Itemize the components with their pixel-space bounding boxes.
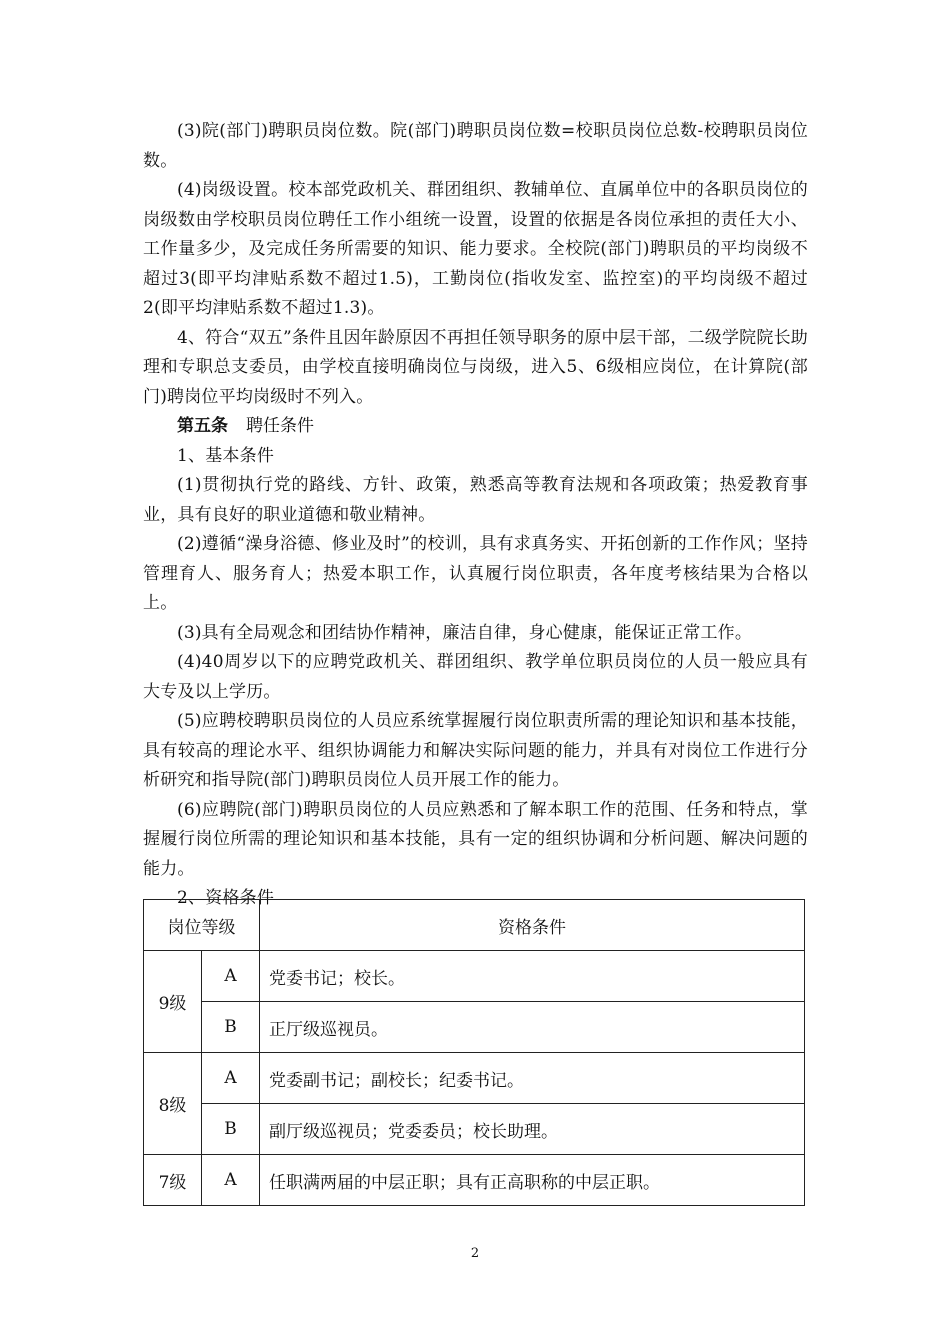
sub-grade-cell: B — [202, 1104, 260, 1155]
article-5-subtitle: 聘任条件 — [246, 416, 314, 436]
condition-cell: 党委副书记；副校长；纪委书记。 — [260, 1053, 805, 1104]
grade-cell: 9级 — [144, 951, 202, 1053]
basic-condition-4: (4)40周岁以下的应聘党政机关、群团组织、教学单位职员岗位的人员一般应具有大专及以上学历。 — [143, 652, 808, 702]
grade-cell: 7级 — [144, 1155, 202, 1206]
condition-cell: 正厅级巡视员。 — [260, 1002, 805, 1053]
sub-grade-cell: B — [202, 1002, 260, 1053]
header-conditions: 资格条件 — [260, 900, 805, 951]
grade-cell: 8级 — [144, 1053, 202, 1155]
table-row — [144, 1155, 805, 1206]
basic-condition-1: (1)贯彻执行党的路线、方针、政策，熟悉高等教育法规和各项政策；热爱教育事业，具有良好的职业道德和敬业精神。 — [143, 475, 808, 525]
table-row — [144, 1104, 805, 1155]
article-5-heading — [143, 412, 808, 442]
header-grade: 岗位等级 — [144, 900, 260, 951]
table-row — [144, 1002, 805, 1053]
qualification-heading: 2、资格条件 — [177, 888, 275, 908]
sub-grade-cell: A — [202, 1053, 260, 1104]
article-5-title: 第五条 — [177, 416, 228, 436]
paragraph-4: (4)岗级设置。校本部党政机关、群团组织、教辅单位、直属单位中的各职员岗位的岗级数由学校职员岗位聘任工作小组统一设置，设置的依据是各岗位承担的责任大小、工作量多少，及完成任务所需要的知识、能力要求。全校院(部门)聘职员的平均岗级不超过3(即平均津贴系数不超过1.5)，工勤岗位(指收发室、监控室)的平均岗级不超过2(即平均津贴系数不超过1.3)。 — [143, 180, 808, 318]
basic-condition-5: (5)应聘校聘职员岗位的人员应系统掌握履行岗位职责所需的理论知识和基本技能，具有较高的理论水平、组织协调能力和解决实际问题的能力，并具有对岗位工作进行分析研究和指导院(部门)聘职员岗位人员开展工作的能力。 — [143, 711, 808, 790]
sub-grade-cell: A — [202, 1155, 260, 1206]
condition-cell: 副厅级巡视员；党委委员；校长助理。 — [260, 1104, 805, 1155]
qualification-table — [143, 899, 805, 1206]
sub-grade-cell: A — [202, 951, 260, 1002]
basic-conditions-heading: 1、基本条件 — [177, 445, 275, 466]
basic-condition-3: (3)具有全局观念和团结协作精神，廉洁自律，身心健康，能保证正常工作。 — [177, 622, 753, 643]
condition-cell: 任职满两届的中层正职；具有正高职称的中层正职。 — [260, 1155, 805, 1206]
table-row — [144, 951, 805, 1002]
table-row — [144, 1053, 805, 1104]
document-body — [143, 117, 808, 914]
paragraph-3: (3)院(部门)聘职员岗位数。院(部门)聘职员岗位数=校职员岗位总数-校聘职员岗位数。 — [143, 121, 808, 171]
paragraph-item-4: 4、符合“双五”条件且因年龄原因不再担任领导职务的原中层干部，二级学院院长助理和专职总支委员，由学校直接明确岗位与岗级，进入5、6级相应岗位，在计算院(部门)聘岗位平均岗级时不列入。 — [143, 327, 808, 407]
condition-cell: 党委书记；校长。 — [260, 951, 805, 1002]
basic-condition-2: (2)遵循“澡身浴德、修业及时”的校训，具有求真务实、开拓创新的工作作风；坚持管理育人、服务育人；热爱本职工作，认真履行岗位职责，各年度考核结果为合格以上。 — [143, 534, 808, 613]
table-header-row — [144, 900, 805, 951]
page-number: 2 — [470, 1246, 480, 1261]
basic-condition-6: (6)应聘院(部门)聘职员岗位的人员应熟悉和了解本职工作的范围、任务和特点，掌握履行岗位所需的理论知识和基本技能，具有一定的组织协调和分析问题、解决问题的能力。 — [143, 799, 808, 879]
